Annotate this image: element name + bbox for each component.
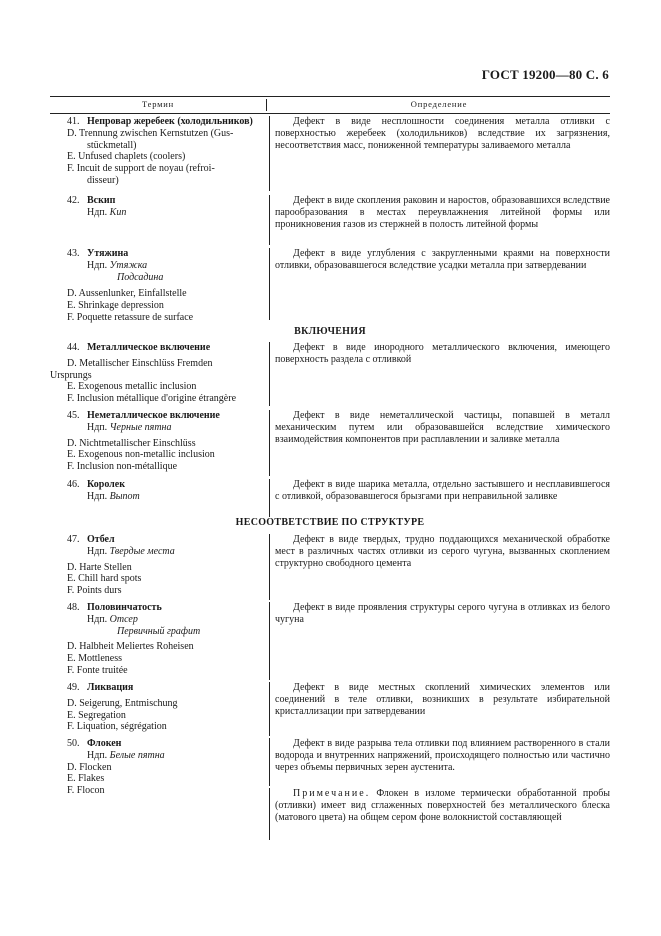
term-en: E. Exogenous metallic inclusion <box>67 381 197 393</box>
term-title: Половинчатость <box>87 602 162 613</box>
term-en: E. Segregation <box>67 709 126 721</box>
definition-45: Дефект в виде неметаллической частицы, попавшей в металл механическим путем или образовавшейся вследствие химического взаимодействия компонентов при расплавлении и заливке металла <box>269 410 610 476</box>
definition-48: Дефект в виде проявления структуры серого чугуна в отливках из белого чугуна <box>269 602 610 680</box>
term-title: Королек <box>87 479 125 490</box>
ndp-term: Выпот <box>109 490 140 502</box>
term-title: Металлическое включение <box>87 342 211 353</box>
ndp-label: Ндп. <box>87 421 108 433</box>
definition-47: Дефект в виде твердых, трудно поддающихся механической обработке мест в различных частях отливки из серого чугуна, вызванных скоплением структурно свободного цемента <box>269 534 610 600</box>
term-en: E. Exogenous non-metallic inclusion <box>67 449 215 461</box>
term-de-cont: stückmetall) <box>87 139 137 151</box>
term-title: Неметаллическое включение <box>87 410 220 421</box>
term-title: Отбел <box>87 534 115 545</box>
definition-42: Дефект в виде скопления раковин и наростов, образовавшихся вследствие парообразования в местах переувлажнения литейной формы или проникновения газов из стержней в полость литейной формы <box>269 195 610 245</box>
ndp-term: Утяжка <box>109 259 148 271</box>
column-term-header: Термин <box>141 99 175 109</box>
term-50: 50. Флокен Ндп. Белые пятна D. Flocken E. Flakes F. Flocon <box>67 738 267 797</box>
ndp-term: Черные пятна <box>109 421 172 433</box>
ndp-label: Ндп. <box>87 613 108 625</box>
term-41: 41. Непровар жеребеек (холодильников) D. Trennung zwischen Kernstutzen (Gus- stückmetall) E. Unfused chaplets (coolers) F. Incuit de support de noyau (refroi- disseur) <box>67 116 267 187</box>
term-de: D. Aussenlunker, Einfallstelle <box>67 288 187 300</box>
definition-49: Дефект в виде местных скоплений химических элементов или соединений в теле отливки, возникших в результате избирательной кристаллизации при затвердевании <box>269 682 610 736</box>
ndp-term: Твердые места <box>109 545 175 557</box>
term-en: E. Chill hard spots <box>67 573 142 585</box>
term-en: E. Mottleness <box>67 653 122 665</box>
term-de: D. Halbheit Meliertes Roheisen <box>67 641 194 653</box>
definition-43: Дефект в виде углубления с закругленными краями на поверхности отливки, образовавшегося вследствие усадки металла при затвердевании <box>269 248 610 320</box>
term-46: 46. Королек Ндп. Выпот <box>67 479 140 502</box>
ndp-term: Кип <box>109 206 127 218</box>
term-49: 49. Ликвация D. Seigerung, Entmischung E. Segregation F. Liquation, ségrégation <box>67 682 267 733</box>
term-de: D. Trennung zwischen Kernstutzen (Gus- <box>67 127 234 139</box>
term-title: Утяжина <box>87 248 129 259</box>
term-title: Флокен <box>87 738 122 749</box>
ndp-term: Отсер <box>109 613 138 625</box>
definition-44: Дефект в виде инородного металлического включения, имеющего поверхность раздела с отливкой <box>269 342 610 406</box>
term-de: D. Metallischer Einschlüss Fremden <box>67 357 213 369</box>
term-de-cont: Ursprungs <box>50 369 92 381</box>
term-en: E. Shrinkage depression <box>67 300 164 312</box>
note-text: Флокен в изломе термически обработанной пробы (отливки) имеет вид сглаженных поверхностей без металлического блеска (матового цвета) на общем сером фоне волокнистой составляющей <box>275 788 610 823</box>
ndp-label: Ндп. <box>87 259 108 271</box>
definition-46: Дефект в виде шарика металла, отдельно застывшего и несплавившегося с отливкой, образовавшегося брызгами при неправильной заливке <box>269 479 610 517</box>
term-43: 43. Утяжина Ндп. Утяжка Подсадина D. Aussenlunker, Einfallstelle E. Shrinkage depression F. Poquette retassure de surface <box>67 248 267 324</box>
column-definition-header: Определение <box>266 99 611 111</box>
term-48: 48. Половинчатость Ндп. Отсер Первичный графит D. Halbheit Meliertes Roheisen E. Mottleness F. Fonte truitée <box>67 602 267 677</box>
term-title: Ликвация <box>87 682 134 693</box>
term-42: 42. Вскип Ндп. Кип <box>67 195 127 218</box>
term-en: E. Flakes <box>67 773 105 785</box>
term-fr: F. Inclusion métallique d'origine étrangère <box>67 393 237 405</box>
section-inclusions: ВКЛЮЧЕНИЯ <box>294 326 366 337</box>
definition-50: Дефект в виде разрыва тела отливки под влиянием растворенного в стали водорода и внутренних напряжений, происходящего полностью или частично через объемы первичных зерен аустенита. <box>269 738 610 786</box>
term-de: D. Harte Stellen <box>67 561 132 573</box>
ndp-term-2: Первичный графит <box>117 625 201 637</box>
term-fr: F. Points durs <box>67 585 122 597</box>
section-structure: НЕСООТВЕТСТВИЕ ПО СТРУКТУРЕ <box>235 517 425 528</box>
ndp-term: Белые пятна <box>109 749 165 761</box>
ndp-label: Ндп. <box>87 749 108 761</box>
ndp-label: Ндп. <box>87 545 108 557</box>
term-fr: F. Poquette retassure de surface <box>67 311 194 323</box>
note-label: Примечание. <box>293 788 371 799</box>
term-44: 44. Металлическое включение D. Metallischer Einschlüss Fremden Ursprungs E. Exogenous metallic inclusion F. Inclusion métallique d'origine étrangère <box>67 342 267 405</box>
term-title: Непровар жеребеек (холодильников) <box>87 116 253 127</box>
term-de: D. Nichtmetallischer Einschlüss <box>67 437 196 449</box>
term-47: 47. Отбел Ндп. Твердые места D. Harte Stellen E. Chill hard spots F. Points durs <box>67 534 267 597</box>
term-fr-cont: disseur) <box>87 174 119 186</box>
ndp-label: Ндп. <box>87 206 108 218</box>
term-fr: F. Incuit de support de noyau (refroi- <box>67 163 215 175</box>
page-header: ГОСТ 19200—80 С. 6 <box>481 67 609 82</box>
term-fr: F. Inclusion non-métallique <box>67 461 178 473</box>
ndp-label: Ндп. <box>87 490 108 502</box>
term-45: 45. Неметаллическое включение Ндп. Черные пятна D. Nichtmetallischer Einschlüss E. Exogenous non-metallic inclusion F. Inclusion non-métallique <box>67 410 267 473</box>
term-de: D. Flocken <box>67 761 112 773</box>
ndp-term-2: Подсадина <box>117 271 164 283</box>
term-fr: F. Liquation, ségrégation <box>67 721 167 733</box>
definition-41: Дефект в виде несплошности соединения металла отливки с поверхностью жеребеек (холодильников) вследствие их загрязнения, несоответствия масс, пониженной температуры заливаемого металла <box>269 116 610 191</box>
term-en: E. Unfused chaplets (coolers) <box>67 151 186 163</box>
table-header <box>50 96 610 114</box>
term-title: Вскип <box>87 195 116 206</box>
term-de: D. Seigerung, Entmischung <box>67 697 178 709</box>
note-50 <box>269 788 610 840</box>
term-fr: F. Fonte truitée <box>67 664 128 676</box>
term-fr: F. Flocon <box>67 785 105 797</box>
